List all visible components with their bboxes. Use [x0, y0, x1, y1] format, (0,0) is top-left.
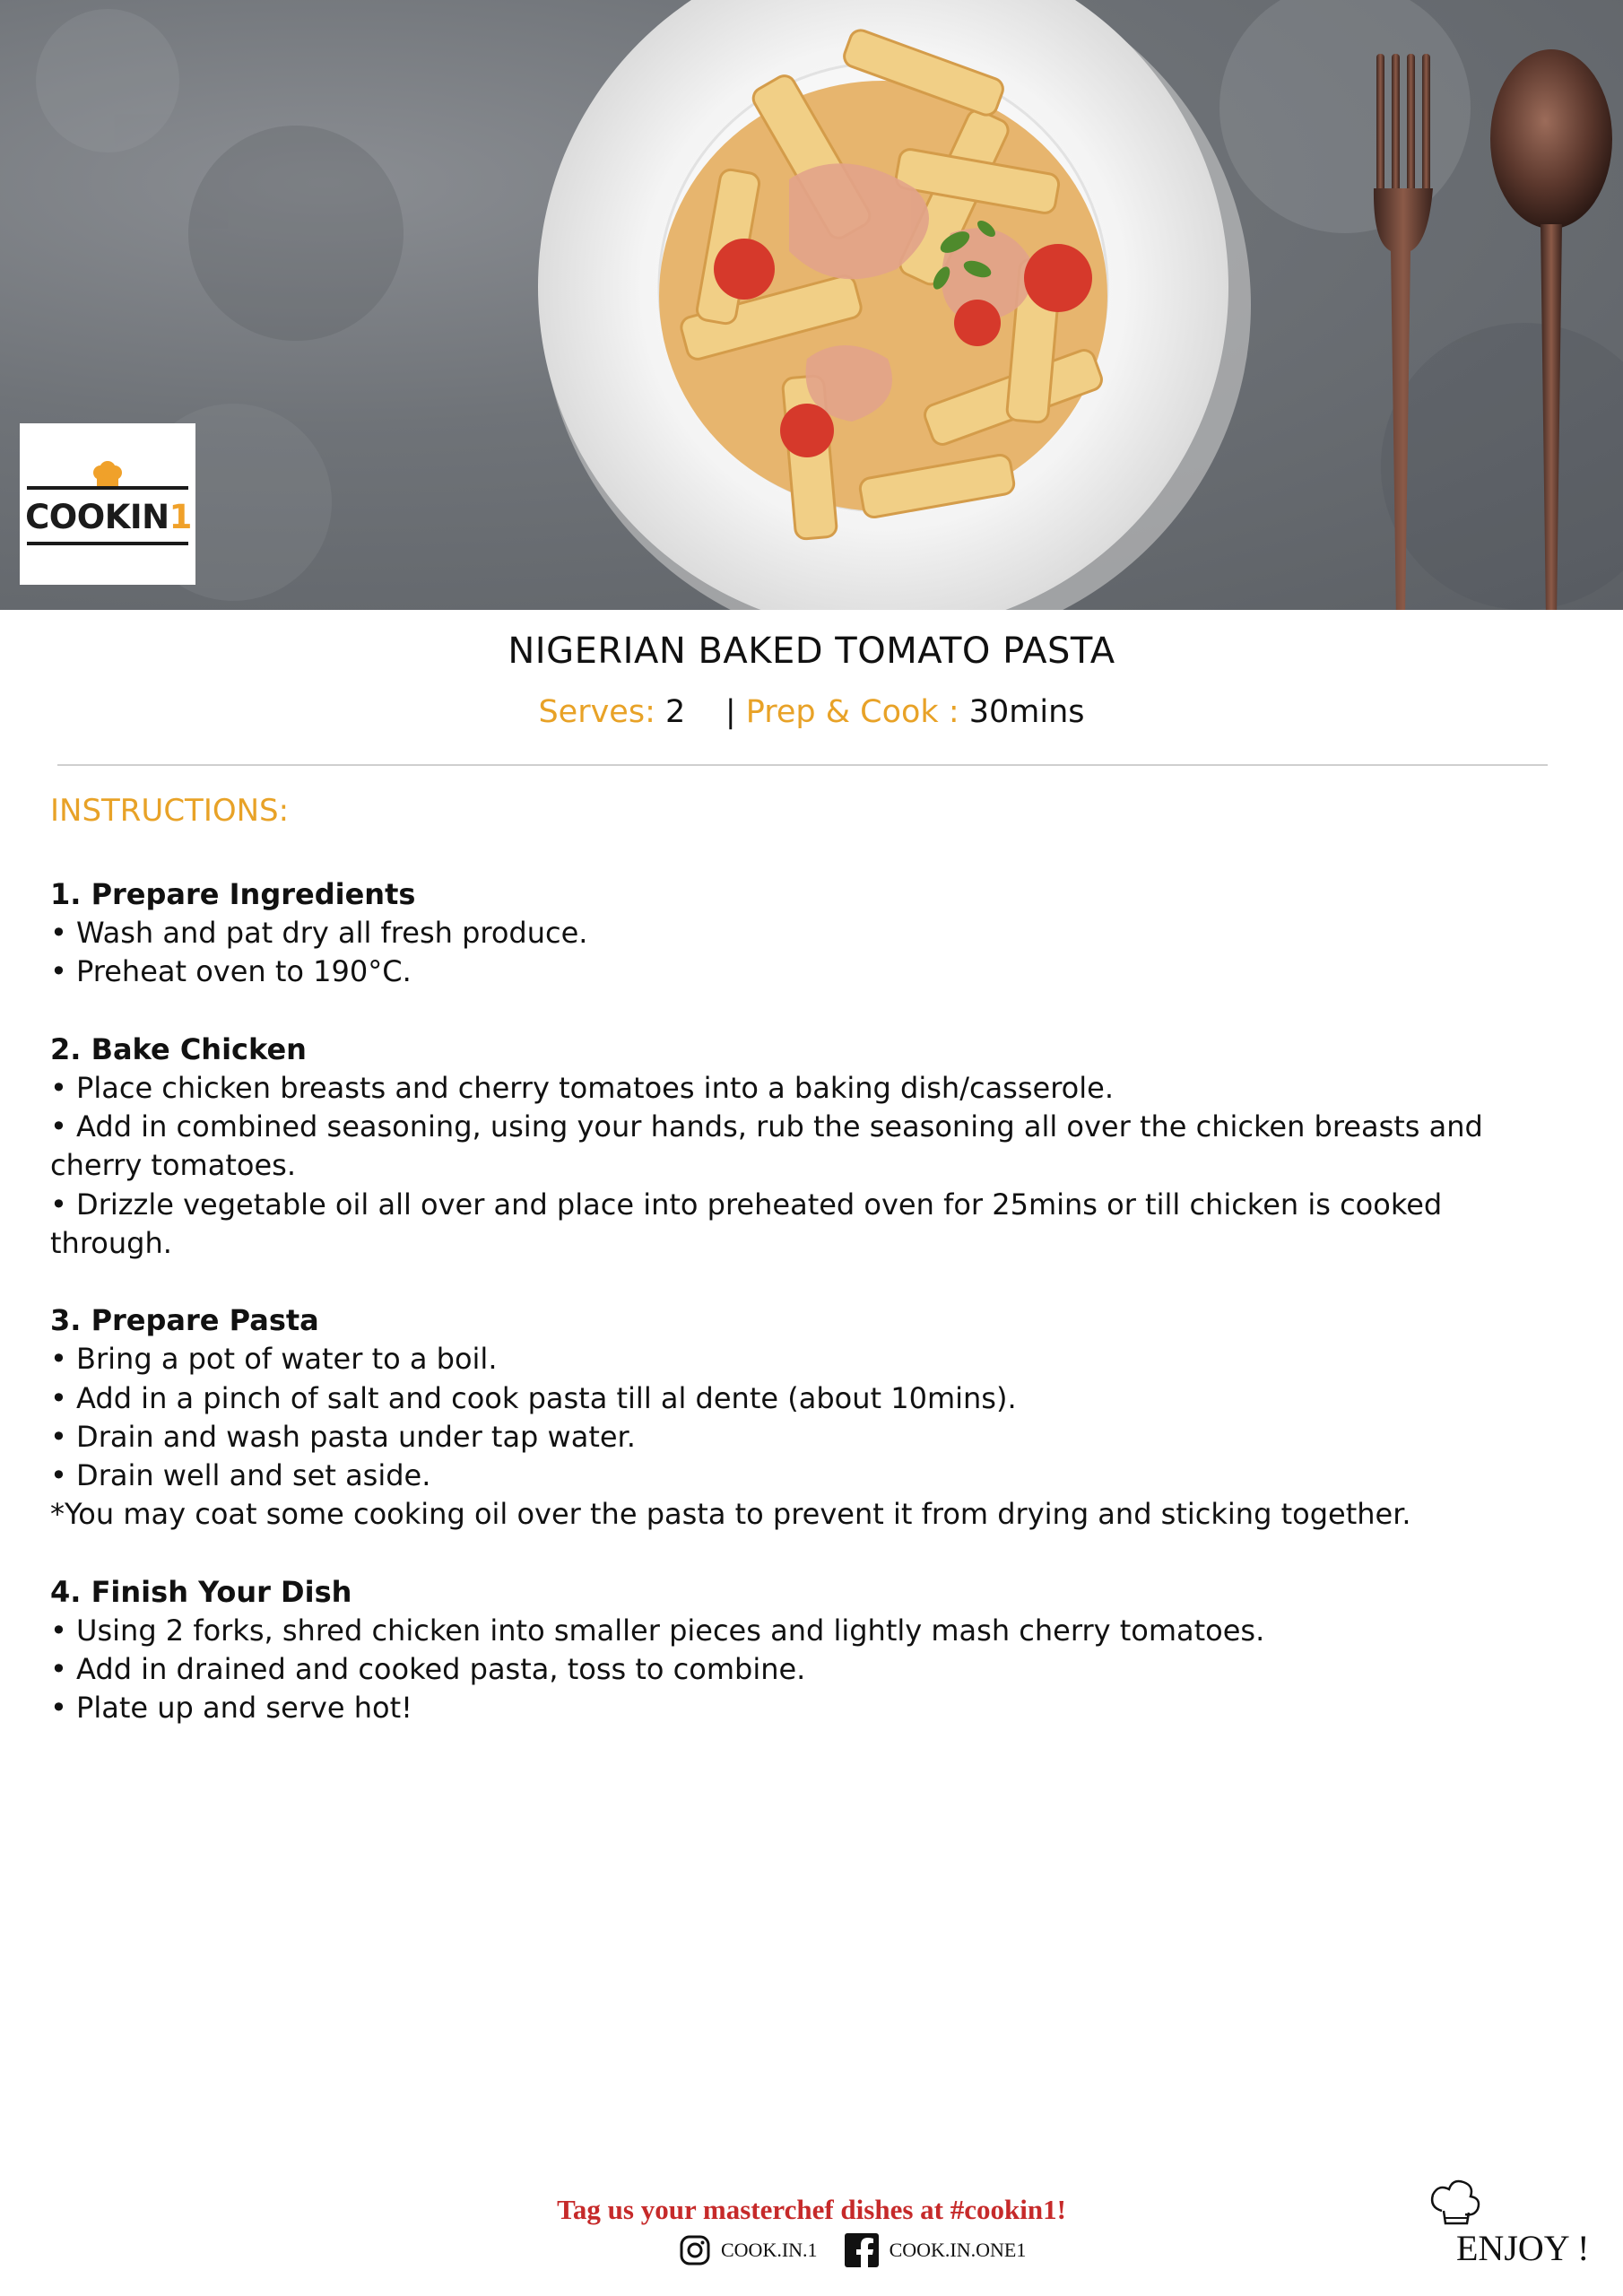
meta-separator: | — [725, 694, 736, 730]
instructions-heading: INSTRUCTIONS: — [50, 793, 290, 829]
step-line: • Add in a pinch of salt and cook pasta till al dente (about 10mins). — [50, 1380, 1017, 1415]
step-title: 2. Bake Chicken — [50, 1031, 307, 1066]
enjoy-text: ENJOY ! — [1456, 2228, 1590, 2268]
facebook-handle: COOK.IN.ONE1 — [889, 2239, 1027, 2261]
step-line: • Bring a pot of water to a boil. — [50, 1342, 498, 1377]
step-line: • Add in drained and cooked pasta, toss to combine. — [50, 1652, 806, 1687]
logo-rule-top — [27, 486, 188, 490]
step-line: • Using 2 forks, shred chicken into smaller pieces and lightly mash cherry tomatoes. — [50, 1613, 1265, 1648]
step-line: • Place chicken breasts and cherry tomatoes into a baking dish/casserole. — [50, 1071, 1114, 1105]
hero-illustration — [0, 0, 1623, 610]
step-bake-chicken — [50, 1031, 1530, 1263]
step-title: 1. Prepare Ingredients — [50, 877, 416, 911]
serves-value: 2 — [665, 694, 686, 730]
step-line: • Drizzle vegetable oil all over and place into preheated oven for 25mins or till chicken is cooked through. — [50, 1187, 1443, 1260]
divider — [57, 764, 1548, 766]
recipe-title: NIGERIAN BAKED TOMATO PASTA — [508, 631, 1115, 672]
step-line: • Wash and pat dry all fresh produce. — [50, 916, 588, 951]
instagram-handle: COOK.IN.1 — [721, 2239, 818, 2261]
step-finish-dish — [50, 1573, 1530, 1728]
prep-value: 30mins — [968, 694, 1085, 730]
footer-tagline: Tag us your masterchef dishes at #cookin1! — [557, 2194, 1066, 2225]
cookin1-logo — [20, 423, 195, 585]
step-title: 4. Finish Your Dish — [50, 1574, 352, 1609]
facebook-link[interactable] — [845, 2233, 1027, 2267]
logo-rule-bottom — [27, 542, 188, 545]
step-title: 3. Prepare Pasta — [50, 1303, 319, 1338]
chef-hat-icon — [90, 461, 126, 488]
step-line: • Preheat oven to 190°C. — [50, 954, 412, 989]
step-line: • Drain and wash pasta under tap water. — [50, 1419, 636, 1454]
facebook-icon — [845, 2233, 879, 2267]
social-links — [680, 2231, 1044, 2270]
step-prepare-ingredients — [50, 875, 1530, 992]
prep-label: Prep & Cook : — [745, 694, 959, 730]
serves-label: Serves: — [538, 694, 655, 730]
enjoy-mark — [1424, 2175, 1603, 2274]
instagram-link[interactable] — [680, 2235, 818, 2266]
step-note: *You may coat some cooking oil over the pasta to prevent it from drying and sticking together. — [50, 1497, 1411, 1532]
step-line: • Drain well and set aside. — [50, 1458, 431, 1493]
step-line: • Add in combined seasoning, using your hands, rub the seasoning all over the chicken breasts and cherry tomatoes. — [50, 1109, 1483, 1183]
step-line: • Plate up and serve hot! — [50, 1691, 412, 1726]
hero-image — [0, 0, 1623, 610]
recipe-meta — [0, 694, 1623, 730]
logo-text: COOKIN1 — [25, 498, 192, 536]
instructions-body — [50, 875, 1530, 1767]
step-prepare-pasta — [50, 1301, 1530, 1534]
instagram-icon — [680, 2235, 710, 2266]
